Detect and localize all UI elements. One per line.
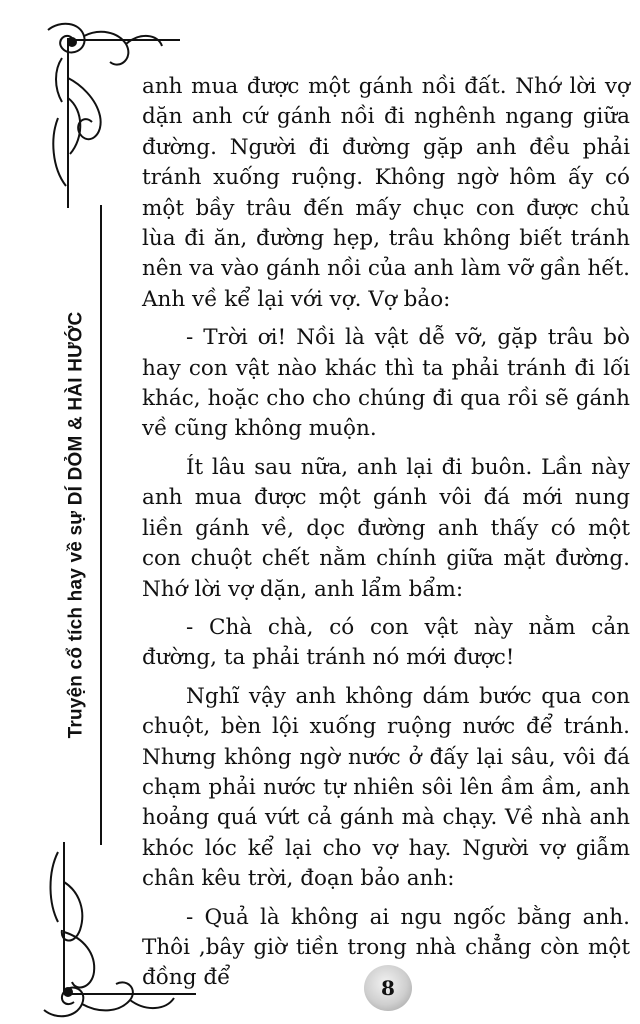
paragraph-4: - Chà chà, có con vật này nằm cản đường, ta phải tránh nó mới được! [142,614,630,671]
left-margin-rule [100,205,102,845]
corner-ornament-bottom [36,842,196,1022]
body-text [142,72,630,1002]
paragraph-6: - Quả là không ai ngu ngốc bằng anh. Thôi ,bây giờ tiền trong nhà chẳng còn một đồng để [142,904,630,991]
paragraph-3: Ít lâu sau nữa, anh lại đi buôn. Lần này anh mua được một gánh vôi đá mới nung liền gánh về, dọc đường anh thấy có một con chuột chết nằm chính giữa mặt đường. Nhớ lời vợ dặn, anh lẩm bẩm: [142,454,630,602]
side-title-text: Truyện cổ tích hay về sự DÍ DỎM & HÀI HƯỚC [65,311,87,739]
side-title [56,255,96,795]
paragraph-5: Nghĩ vậy anh không dám bước qua con chuột, bèn lội xuống ruộng nước để tránh. Nhưng không ngờ nước ở đấy lại sâu, vôi đá chạm phải nước tự nhiên sôi lên ầm ầm, anh hoảng quá vứt cả gánh mà chạy. Về nhà anh khóc lóc kể lại cho vợ hay. Người vợ giẫm chân kêu trời, đoạn bảo anh: [142,683,630,892]
paragraph-2: - Trời ơi! Nồi là vật dễ vỡ, gặp trâu bò hay con vật nào khác thì ta phải tránh đi lối khác, hoặc cho cho chúng đi qua rồi sẽ gánh về cũng không muộn. [142,325,630,442]
paragraph-1: anh mua được một gánh nồi đất. Nhớ lời vợ dặn anh cứ gánh nồi đi nghênh ngang giữa đường. Người đi đường gặp anh đều phải tránh xuống ruộng. Không ngờ hôm ấy có một bầy trâu đến mấy chục con được chủ lùa đi ăn, đường hẹp, trâu không biết tránh nên va vào gánh nồi của anh làm vỡ gần hết. Anh về kể lại với vợ. Vợ bảo: [142,74,630,312]
page-number: 8 [381,976,395,1000]
page-number-badge [364,965,412,1011]
